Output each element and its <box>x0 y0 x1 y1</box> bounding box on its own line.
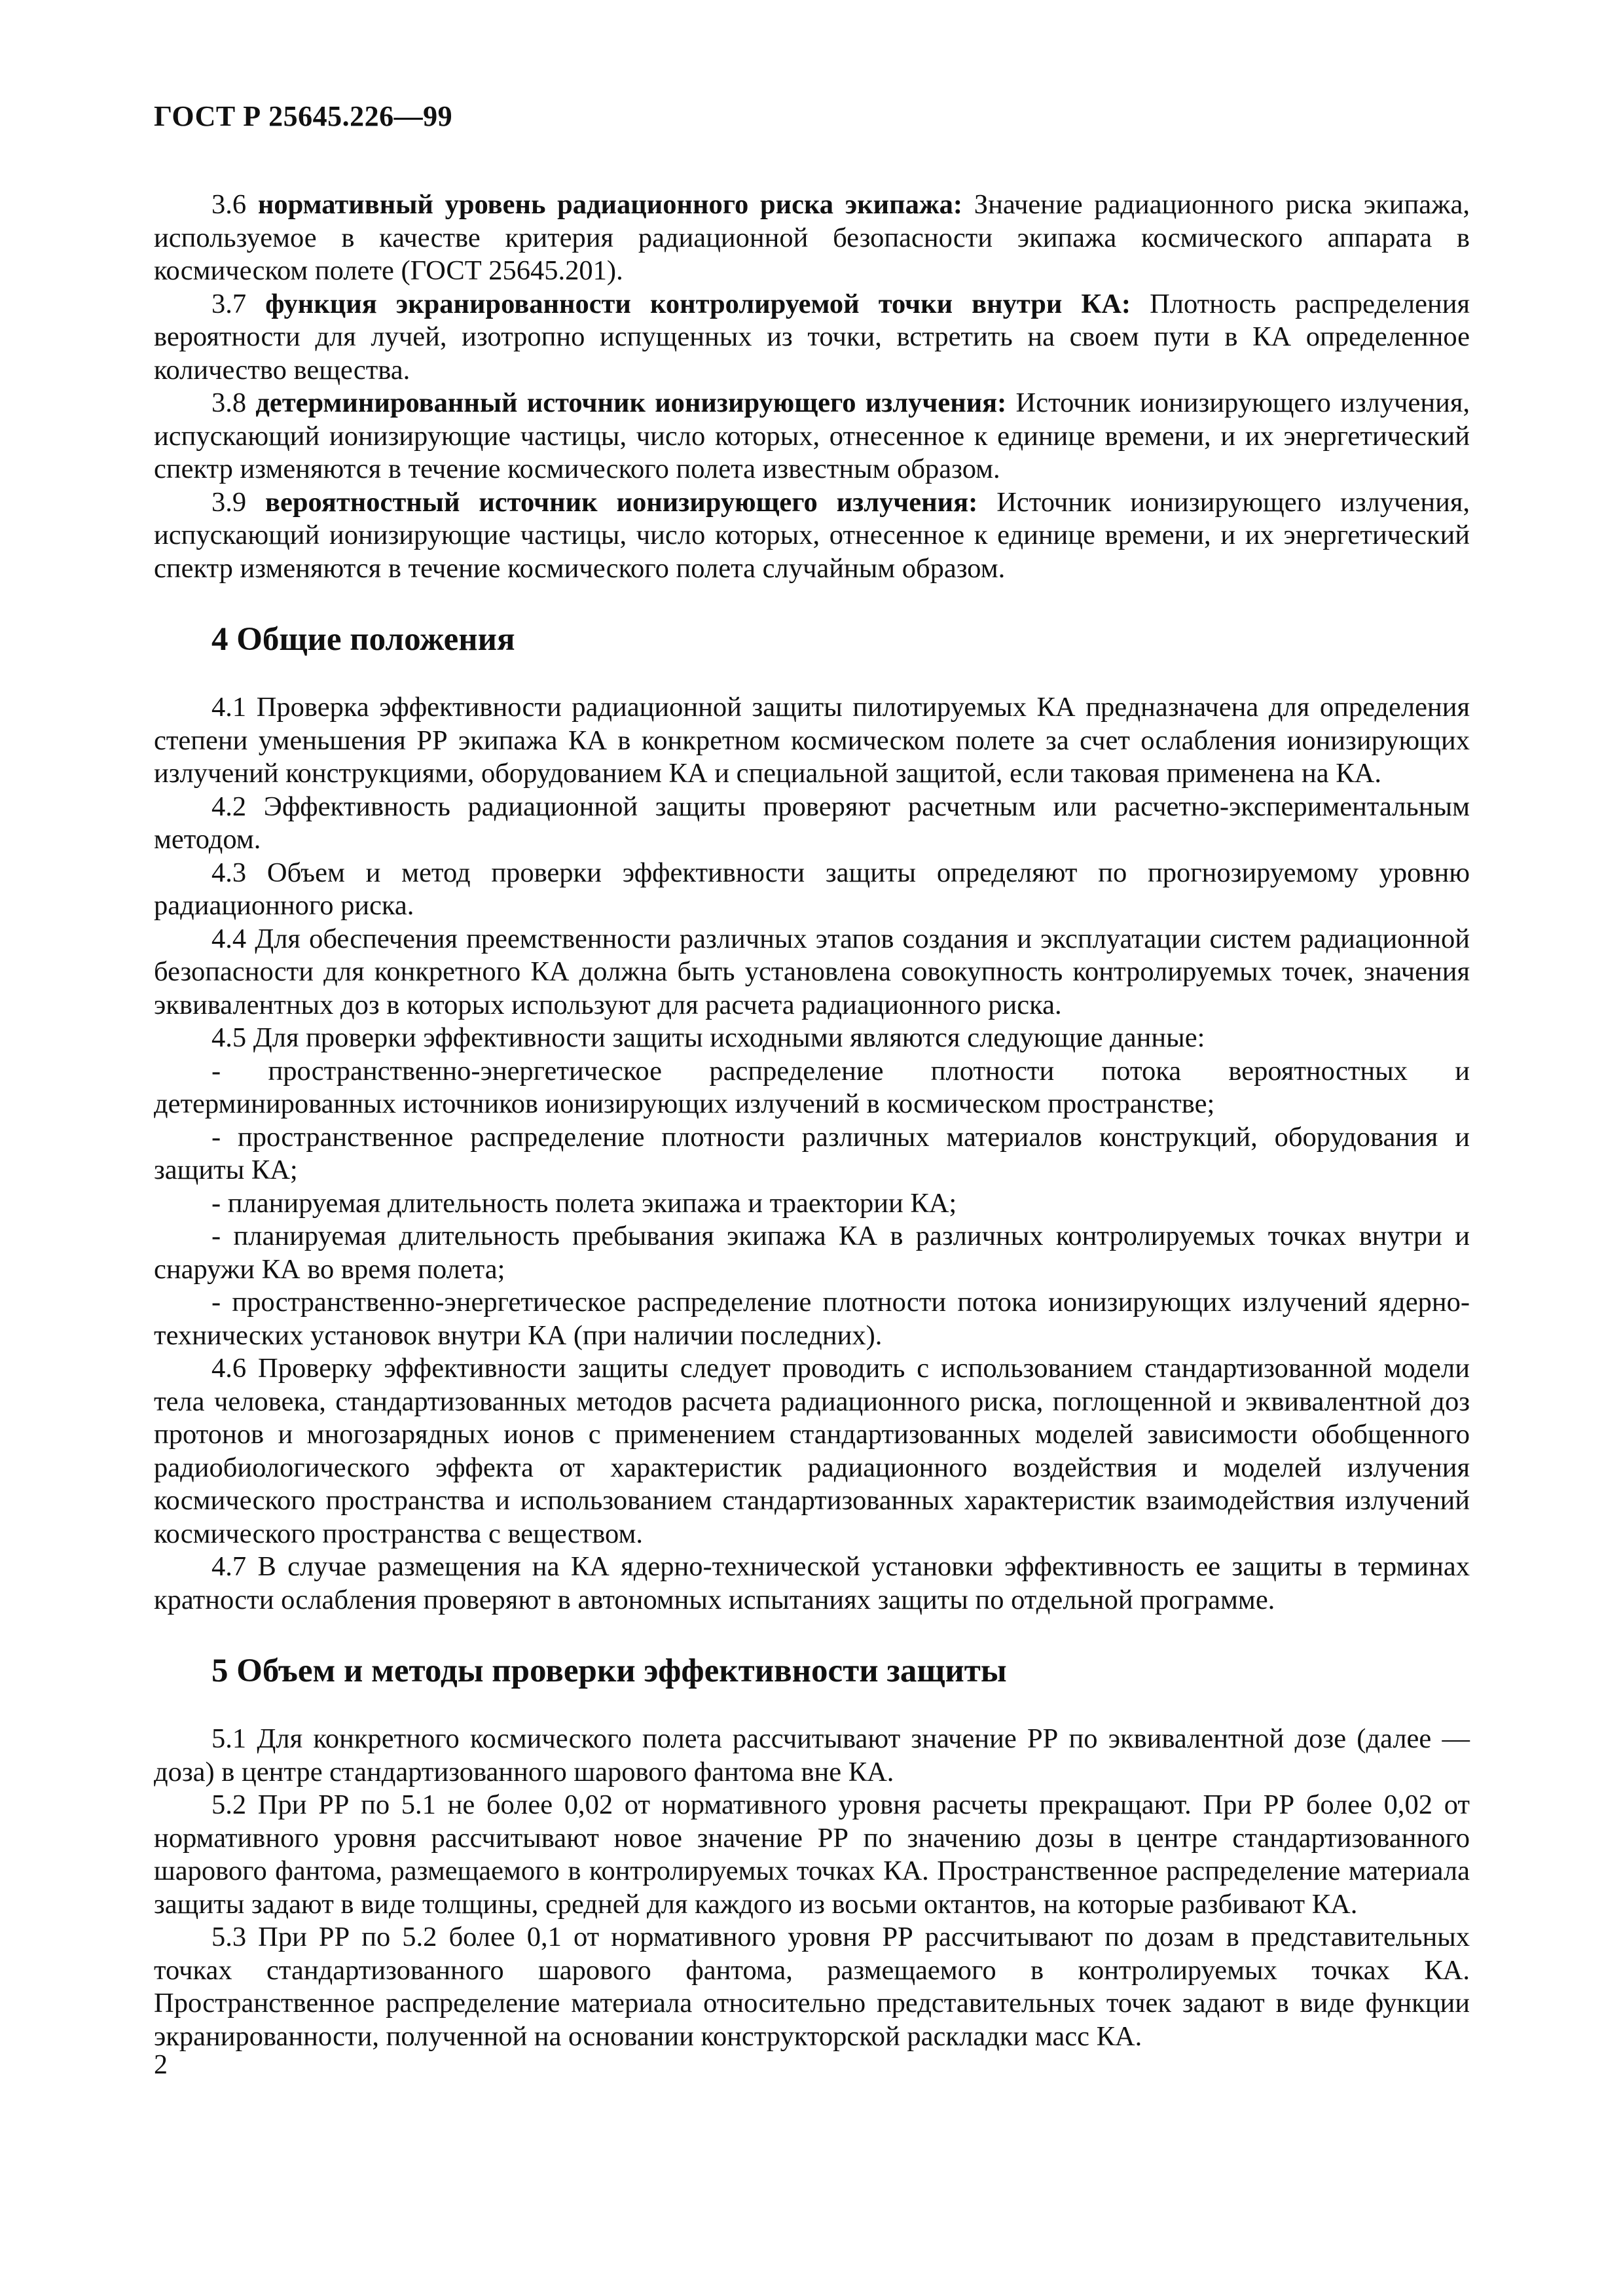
definition-number: 3.6 <box>211 189 247 220</box>
list-item: - пространственно-энергетическое распределение плотности потока ионизирующих излучений ядерно-технических установок внутри КА (при наличии последних). <box>154 1287 1470 1351</box>
list-item: - пространственно-энергетическое распределение плотности потока вероятностных и детерминированных источников ионизирующих излучений в космическом пространстве; <box>154 1055 1470 1119</box>
definition-text: Плотность распределения вероятности для лучей, изотропно испущенных из точки, встретить на своем пути в КА определенное количество вещества. <box>154 288 1470 386</box>
definition-number: 3.7 <box>211 288 247 319</box>
definition-number: 3.9 <box>211 486 247 518</box>
section-4-title: 4 Общие положения <box>211 621 515 658</box>
definition-text: Значение радиационного риска экипажа, используемое в качестве критерия радиационной безопасности экипажа космического аппарата в космическом полете (ГОСТ 25645.201). <box>154 189 1470 286</box>
paragraph-4-7: 4.7 В случае размещения на КА ядерно-технической установки эффективность ее защиты в терминах кратности ослабления проверяют в автономных испытаниях защиты по отдельной программе. <box>154 1551 1470 1615</box>
definition-term: функция экранированности контролируемой точки внутри КА: <box>265 288 1131 319</box>
paragraph-5-2: 5.2 При РР по 5.1 не более 0,02 от нормативного уровня расчеты прекращают. При РР более 0,02 от нормативного уровня рассчитывают новое значение РР по значению дозы в центре стандартизованного шарового фантома, размещаемого в контролируемых точках КА. Пространственное распределение материала защиты задают в виде толщины, средней для каждого из восьми октантов, на которые разбивают КА. <box>154 1789 1470 1920</box>
list-item: - планируемая длительность полета экипажа и траектории КА; <box>211 1187 957 1219</box>
paragraph-5-1: 5.1 Для конкретного космического полета рассчитывают значение РР по эквивалентной дозе (далее — доза) в центре стандартизованного шарового фантома вне КА. <box>154 1723 1470 1787</box>
list-item: - пространственное распределение плотности различных материалов конструкций, оборудования и защиты КА; <box>154 1121 1470 1185</box>
paragraph-4-1: 4.1 Проверка эффективности радиационной защиты пилотируемых КА предназначена для определения степени уменьшения РР экипажа КА в конкретном космическом полете за счет ослабления ионизирующих излучений конструкциями, оборудованием КА и специальной защитой, если таковая применена на КА. <box>154 692 1470 789</box>
paragraph-4-6: 4.6 Проверку эффективности защиты следует проводить с использованием стандартизованной модели тела человека, стандартизованных методов расчета радиационного риска, поглощенной и эквивалентной доз протонов и многозарядных ионов с применением стандартизованных моделей зависимости обобщенного радиобиологического эффекта от характеристик радиационного воздействия и моделей излучения космического пространства и использованием стандартизованных характеристик взаимодействия излучений космического пространства с веществом. <box>154 1353 1470 1549</box>
paragraph-5-3: 5.3 При РР по 5.2 более 0,1 от нормативного уровня РР рассчитывают по дозам в представительных точках стандартизованного шарового фантома, размещаемого в контролируемых точках КА. Пространственное распределение материала относительно представительных точек задают в виде функции экранированности, полученной на основании конструкторской раскладки масс КА. <box>154 1922 1470 2052</box>
definition-3-8 <box>154 387 1470 486</box>
definition-3-6 <box>154 188 1470 288</box>
paragraph-4-4: 4.4 Для обеспечения преемственности различных этапов создания и эксплуатации систем радиационной безопасности для конкретного КА должна быть установлена совокупность контролируемых точек, значения эквивалентных доз в которых используют для расчета радиационного риска. <box>154 923 1470 1020</box>
paragraph-4-5: 4.5 Для проверки эффективности защиты исходными являются следующие данные: <box>211 1022 1205 1053</box>
definition-3-7 <box>154 288 1470 387</box>
definition-number: 3.8 <box>211 387 247 418</box>
definition-term: детерминированный источник ионизирующего излучения: <box>255 387 1007 418</box>
definition-term: нормативный уровень радиационного риска экипажа: <box>257 189 963 220</box>
document-page <box>154 98 1470 2053</box>
section-5-title: 5 Объем и методы проверки эффективности защиты <box>211 1653 1007 1689</box>
document-header: ГОСТ Р 25645.226—99 <box>154 100 453 132</box>
definition-text: Источник ионизирующего излучения, испускающий ионизирующие частицы, число которых, отнесенное к единице времени, и их энергетический спектр изменяются в течение космического полета случайным образом. <box>154 486 1470 584</box>
paragraph-4-2: 4.2 Эффективность радиационной защиты проверяют расчетным или расчетно-экспериментальным методом. <box>154 791 1470 855</box>
definition-3-9 <box>154 486 1470 586</box>
page-number: 2 <box>154 2050 168 2080</box>
paragraph-4-3: 4.3 Объем и метод проверки эффективности защиты определяют по прогнозируемому уровню радиационного риска. <box>154 857 1470 921</box>
definition-term: вероятностный источник ионизирующего излучения: <box>265 486 978 518</box>
list-item: - планируемая длительность пребывания экипажа КА в различных контролируемых точках внутри и снаружи КА во время полета; <box>154 1221 1470 1285</box>
definition-text: Источник ионизирующего излучения, испускающий ионизирующие частицы, число которых, отнесенное к единице времени, и их энергетический спектр изменяются в течение космического полета известным образом. <box>154 387 1470 484</box>
